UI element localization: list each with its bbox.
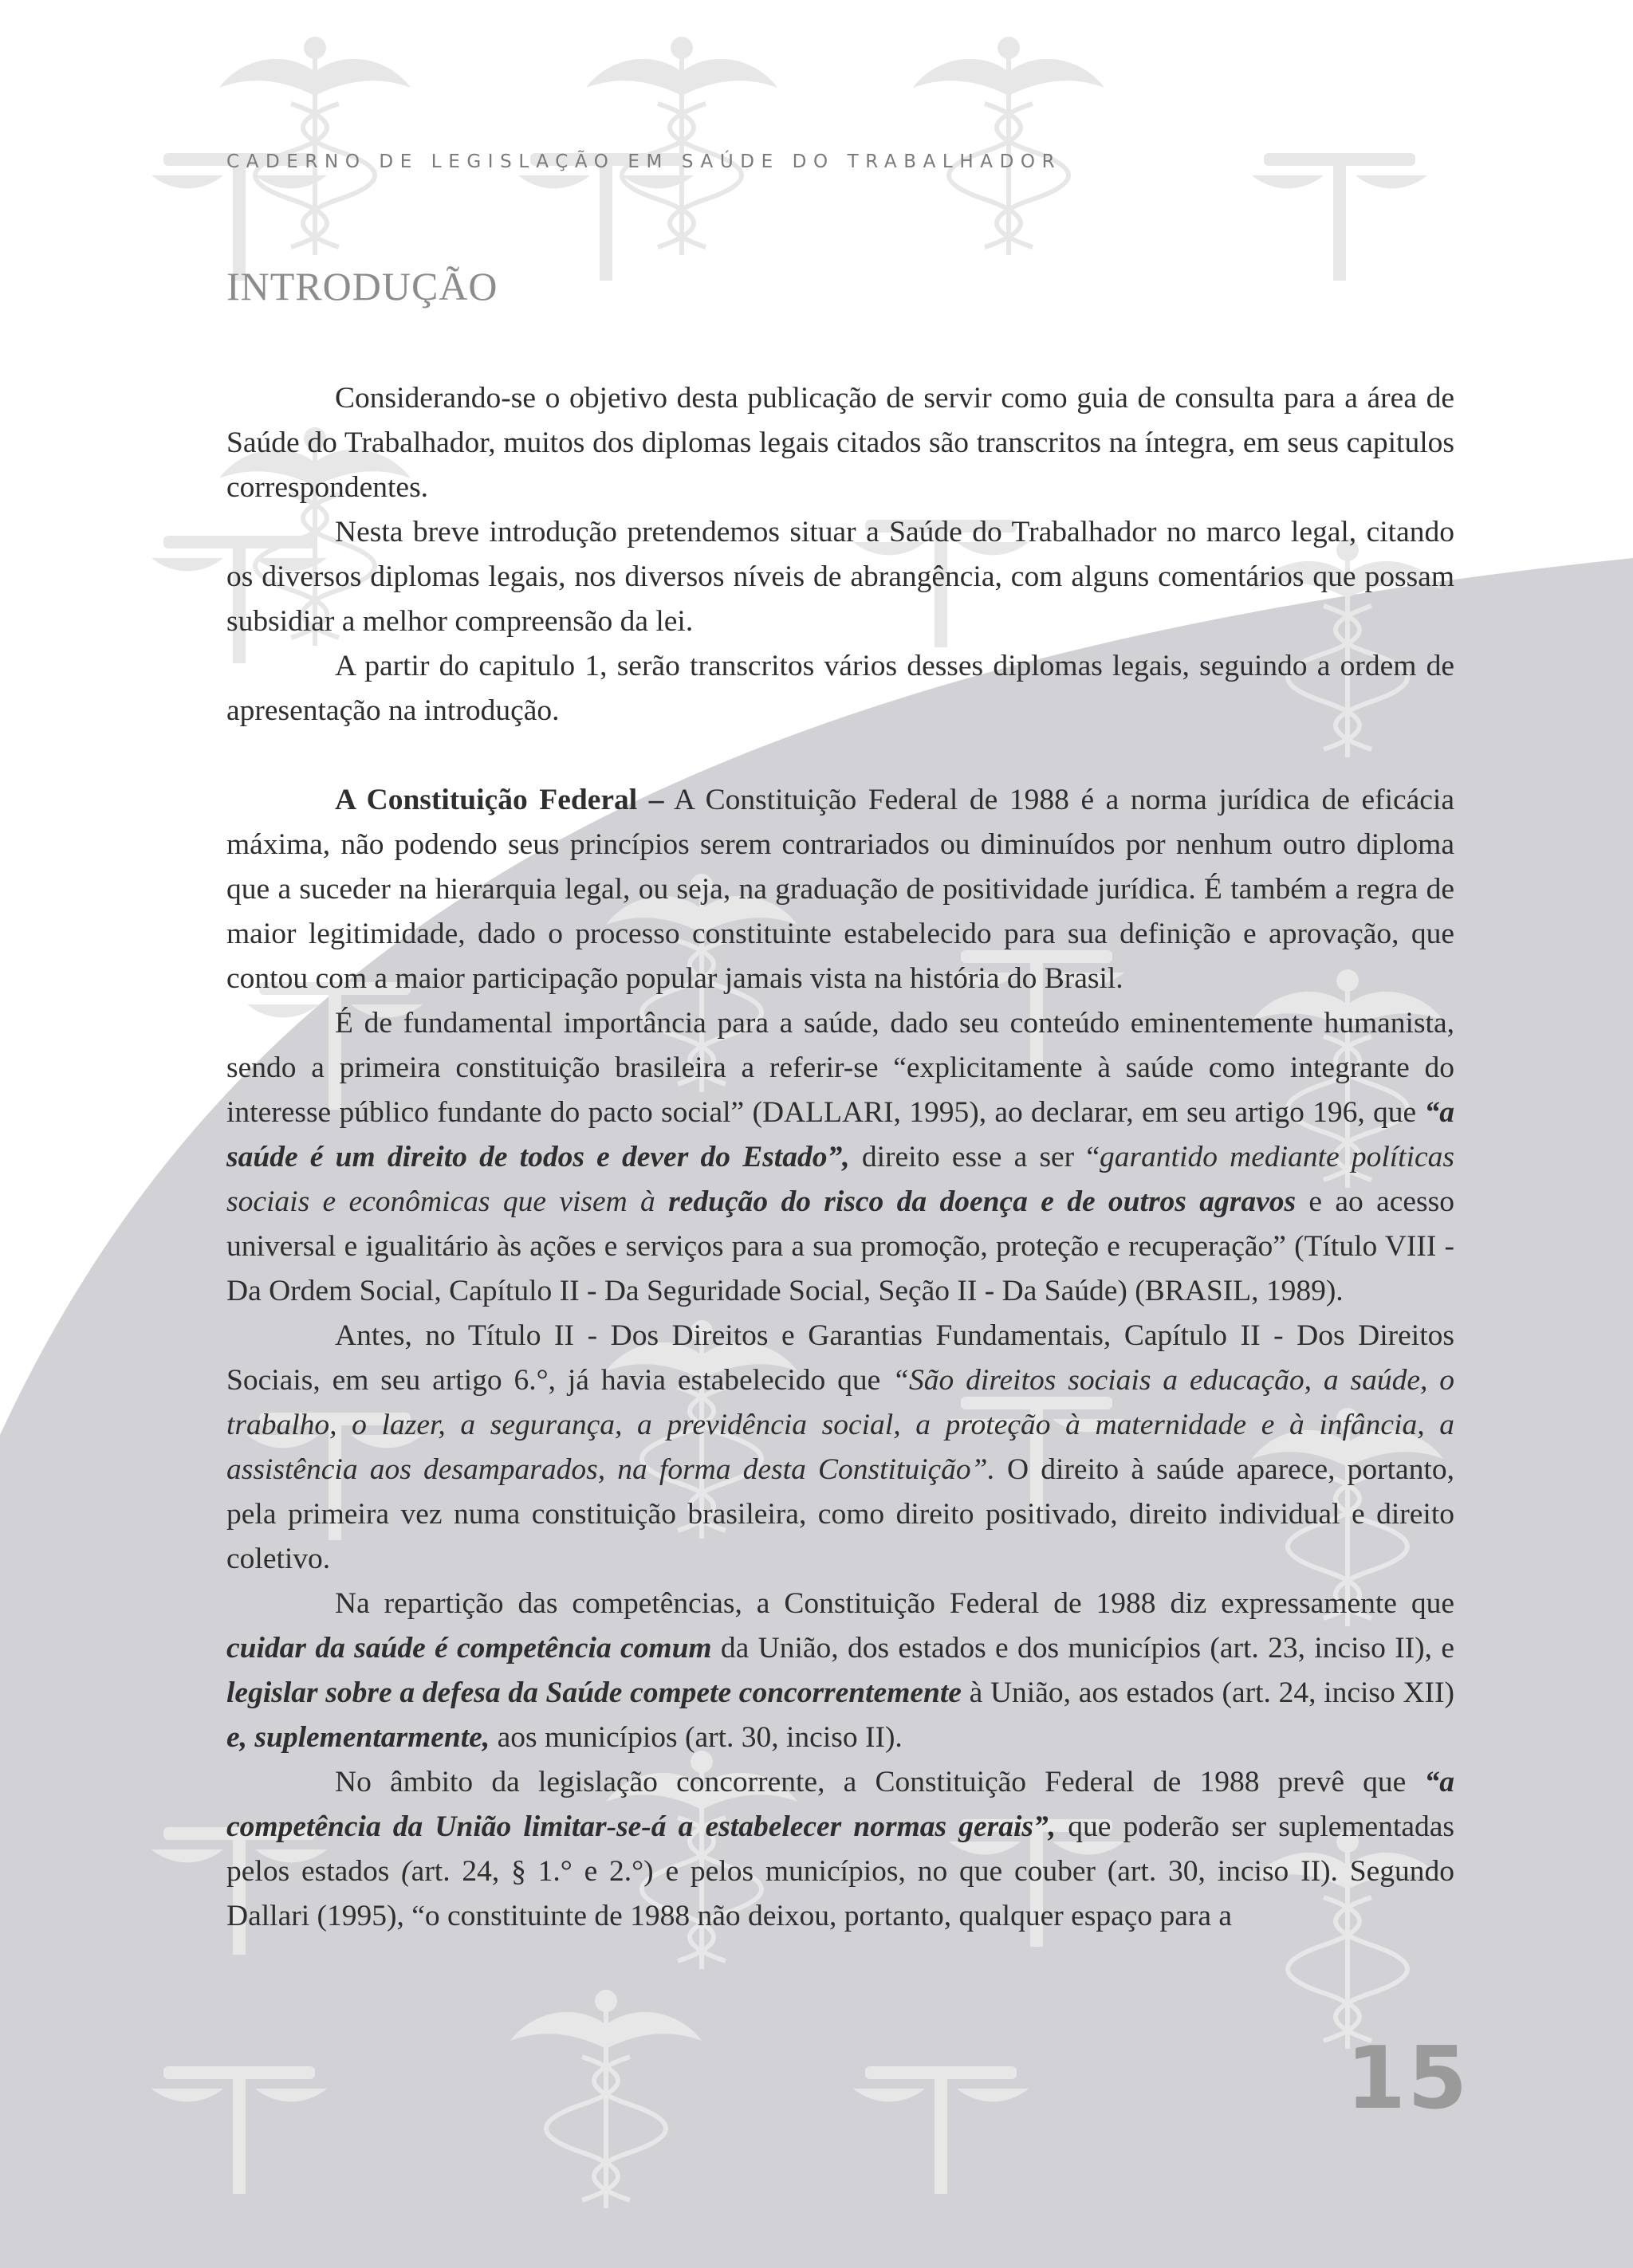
section-lead: A Constituição Federal –	[335, 784, 664, 816]
emphasis-run: cuidar da saúde é competência comum	[226, 1632, 712, 1665]
emphasis-run: legislar sobre a defesa da Saúde compete concorrentemente	[226, 1676, 962, 1709]
emphasis-run: “a competência da União limitar-se-á a estabelecer normas gerais”,	[226, 1766, 1454, 1843]
paragraph-6	[226, 1314, 1454, 1582]
text-run: No âmbito da legislação concorrente, a Constituição Federal de 1988 prevê que	[335, 1766, 1425, 1798]
page-number: 15	[1346, 2029, 1470, 2128]
text-run: aos municípios (art. 30, inciso II).	[490, 1721, 903, 1754]
emphasis-run: “a saúde é um direito de todos e dever do Estado”,	[226, 1096, 1454, 1173]
page-title: INTRODUÇÃO	[226, 264, 498, 309]
paragraph-5	[226, 1001, 1454, 1314]
text-run: É de fundamental importância para a saúde, dado seu conteúdo eminentemente humanista, sendo a primeira constituição brasileira a referir-se “explicitamente à saúde como integrante do interesse público fundante do pacto social” (DALLARI, 1995), ao declarar, em seu artigo 196, que	[226, 1007, 1454, 1129]
text-run: e ao acesso universal e igualitário às ações e serviços para a sua promoção, proteção e recuperação” (Título VIII - Da Ordem Social, Capítulo II - Da Seguridade Social, Seção II - Da Saúde) (BRASIL, 1989).	[226, 1185, 1454, 1307]
text-run: à União, aos estados (art. 24, inciso XII)	[961, 1676, 1454, 1709]
text-run: art. 24, § 1.° e 2.°) e pelos municípios, no que couber (art. 30, inciso II). Segundo Dallari (1995), “o constituinte de 1988 não deixou, portanto, qualquer espaço para a	[226, 1855, 1454, 1932]
paragraph-7	[226, 1582, 1454, 1760]
text-run: que poderão ser suplementadas pelos estados	[226, 1810, 1454, 1888]
italic-run: “São direitos sociais a educação, a saúde, o trabalho, o lazer, a segurança, a previdência social, a proteção à maternidade e à infância, a assistência aos desamparados, na forma desta Constituição”.	[226, 1364, 1454, 1486]
italic-run: garantido mediante políticas sociais e econômicas que visem à	[226, 1141, 1454, 1218]
paragraph-2: Nesta breve introdução pretendemos situar a Saúde do Trabalhador no marco legal, citando os diversos diplomas legais, nos diversos níveis de abrangência, com alguns comentários que possam subsidiar a melhor compreensão da lei.	[226, 516, 1454, 638]
running-header: CADERNO DE LEGISLAÇÃO EM SAÚDE DO TRABALHADOR	[226, 151, 1062, 172]
text-run: Na repartição das competências, a Constituição Federal de 1988 diz expressamente que	[335, 1587, 1454, 1620]
paragraph-1: Considerando-se o objetivo desta publicação de servir como guia de consulta para a área de Saúde do Trabalhador, muitos dos diplomas legais citados são transcritos na íntegra, em seus capitulos correspondentes.	[226, 382, 1454, 504]
emphasis-run: redução do risco da doença e de outros agravos	[668, 1185, 1297, 1218]
text-run: Antes, no Título II - Dos Direitos e Garantias Fundamentais, Capítulo II - Dos Direitos Sociais, em seu artigo 6.°, já havia estabelecido que	[226, 1319, 1454, 1397]
body-text	[226, 376, 1454, 1939]
paragraph-text: A Constituição Federal de 1988 é a norma jurídica de eficácia máxima, não podendo seus princípios serem contrariados ou diminuídos por nenhum outro diploma que a suceder na hierarquia legal, ou seja, na graduação de positividade jurídica. É também a regra de maior legitimidade, dado o processo constituinte estabelecido para sua definição e aprovação, que contou com a maior participação popular jamais vista na história do Brasil.	[226, 784, 1454, 995]
italic-run: (	[401, 1855, 411, 1888]
paragraph-constituicao	[226, 778, 1454, 1001]
text-run: da União, dos estados e dos municípios (art. 23, inciso II), e	[711, 1632, 1454, 1665]
emphasis-run: e, suplementarmente,	[226, 1721, 490, 1754]
paragraph-spacer	[226, 733, 1454, 778]
text-run: direito esse a ser “	[849, 1141, 1100, 1173]
paragraph-8	[226, 1760, 1454, 1939]
text-run: O direito à saúde aparece, portanto, pela primeira vez numa constituição brasileira, como direito positivado, direito individual e direito coletivo.	[226, 1453, 1454, 1575]
paragraph-3: A partir do capitulo 1, serão transcritos vários desses diplomas legais, seguindo a ordem de apresentação na introdução.	[226, 650, 1454, 727]
